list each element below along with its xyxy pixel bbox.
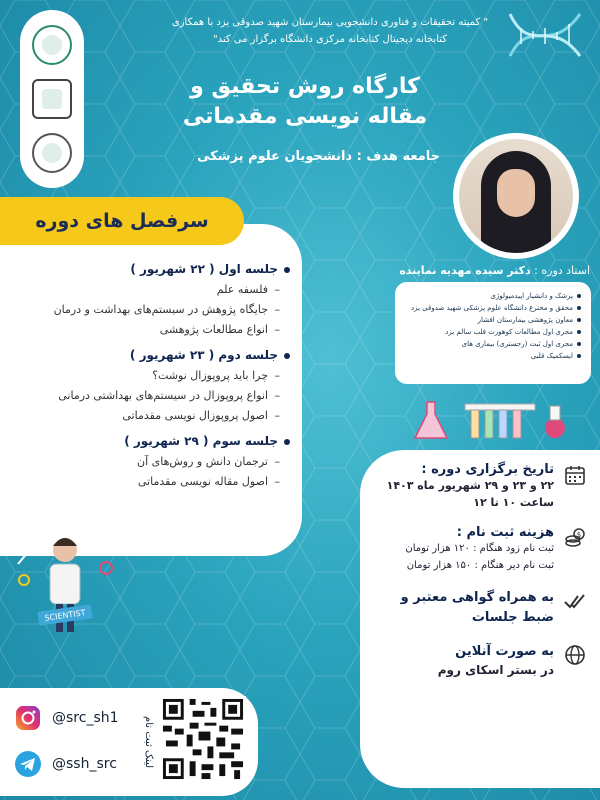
syllabus-title: سرفصل های دوره bbox=[0, 197, 244, 245]
globe-icon bbox=[564, 644, 586, 666]
instructor-bio bbox=[395, 282, 591, 384]
lab-equipment-illustration bbox=[405, 392, 575, 442]
research-committee-logo bbox=[32, 79, 72, 119]
instructor-label bbox=[300, 264, 590, 277]
logo-strip bbox=[20, 10, 84, 188]
instructor-photo bbox=[453, 133, 579, 259]
instructor-prefix: استاد دوره : bbox=[530, 264, 590, 277]
online-line-1: به صورت آنلاین bbox=[455, 644, 554, 659]
instagram-link[interactable] bbox=[14, 704, 119, 732]
topic-item: – انواع مطالعات پژوهشی bbox=[10, 320, 290, 340]
bio-item: معاون پژوهشی بیمارستان افشار bbox=[405, 314, 581, 326]
workshop-title bbox=[140, 72, 470, 132]
intro-line-2: کتابخانه دیجیتال کتابخانه مرکزی دانشگاه برگزار می کند" bbox=[212, 34, 448, 45]
fee-early: ثبت نام زود هنگام : ۱۲۰ هزار تومان bbox=[405, 543, 554, 554]
bio-item: محقق و مخترع دانشگاه علوم پزشکی شهید صدوقی یزد bbox=[405, 302, 581, 314]
date-days: ۲۲ و ۲۳ و ۲۹ شهریور ماه ۱۴۰۳ bbox=[386, 479, 554, 492]
topic-item: – اصول مقاله نویسی مقدماتی bbox=[10, 472, 290, 492]
topic-item: – چرا باید پروپوزال نوشت؟ bbox=[10, 366, 290, 386]
date-title: تاریخ برگزاری دوره : bbox=[421, 462, 554, 477]
qr-code[interactable] bbox=[160, 696, 246, 782]
session-1 bbox=[10, 262, 290, 340]
syllabus-panel bbox=[0, 224, 302, 556]
date-row bbox=[370, 462, 586, 511]
bio-item: ایسکمیک قلبی bbox=[405, 350, 581, 362]
session-3 bbox=[10, 434, 290, 492]
instructor-name: دکتر سیده مهدیه نماینده bbox=[399, 264, 531, 277]
coins-icon bbox=[564, 527, 586, 549]
calendar-icon bbox=[564, 464, 586, 486]
topic-item: – ترجمان دانش و روش‌های آن bbox=[10, 452, 290, 472]
telegram-icon[interactable] bbox=[14, 750, 42, 778]
bio-item: مجری اول مطالعات کوهورت قلب سالم یزد bbox=[405, 326, 581, 338]
instagram-icon[interactable] bbox=[14, 704, 42, 732]
title-line-2: مقاله نویسی مقدماتی bbox=[182, 104, 428, 129]
session-heading: جلسه دوم ( ۲۳ شهریور ) bbox=[10, 348, 290, 362]
bio-item: پزشک و دانشیار اپیدمیولوژی bbox=[405, 290, 581, 302]
instagram-handle[interactable]: @src_sh1 bbox=[52, 710, 119, 726]
double-check-icon bbox=[564, 590, 586, 612]
svg-text:$: $ bbox=[576, 531, 582, 539]
course-info-card bbox=[360, 450, 600, 788]
topic-item: – فلسفه علم bbox=[10, 280, 290, 300]
date-time: ساعت ۱۰ تا ۱۲ bbox=[473, 496, 554, 509]
certificate-line-2: ضبط جلسات bbox=[471, 610, 554, 625]
target-audience: جامعه هدف : دانشجویان علوم پزشکی bbox=[197, 149, 440, 164]
fee-row bbox=[370, 525, 586, 574]
session-heading: جلسه سوم ( ۲۹ شهریور ) bbox=[10, 434, 290, 448]
library-logo bbox=[32, 133, 72, 173]
online-row bbox=[370, 642, 586, 679]
bio-item: مجری اول ثبت (رجستری) بیماری های bbox=[405, 338, 581, 350]
scientist-illustration bbox=[10, 520, 120, 640]
topic-item: – جایگاه پژوهش در سیستم‌های بهداشت و درمان bbox=[10, 300, 290, 320]
topic-item: – انواع پروپوزال در سیستم‌های بهداشتی درمانی bbox=[10, 386, 290, 406]
university-logo bbox=[32, 25, 72, 65]
registration-link-label: لینک ثبت نام bbox=[143, 715, 154, 769]
certificate-line-1: به همراه گواهی معتبر و bbox=[400, 590, 554, 605]
dna-icon bbox=[505, 6, 585, 66]
online-line-2: در بستر اسکای روم bbox=[437, 663, 554, 677]
fee-late: ثبت نام دیر هنگام : ۱۵۰ هزار تومان bbox=[406, 560, 554, 571]
scientist-sign: SCIENTIST bbox=[44, 608, 87, 623]
intro-text bbox=[170, 14, 490, 48]
fee-title: هزینه ثبت نام : bbox=[456, 525, 554, 540]
topic-item: – اصول پروپوزال نویسی مقدماتی bbox=[10, 406, 290, 426]
telegram-handle[interactable]: @ssh_src bbox=[52, 756, 117, 772]
session-heading: جلسه اول ( ۲۲ شهریور ) bbox=[10, 262, 290, 276]
title-line-1: کارگاه روش تحقیق و bbox=[190, 74, 420, 99]
intro-line-1: " کمیته تحقیقات و فناوری دانشجویی بیمارستان شهید صدوقی یزد با همکاری bbox=[171, 17, 489, 28]
session-2 bbox=[10, 348, 290, 426]
certificate-row bbox=[370, 588, 586, 628]
telegram-link[interactable] bbox=[14, 750, 117, 778]
social-panel bbox=[0, 688, 258, 796]
